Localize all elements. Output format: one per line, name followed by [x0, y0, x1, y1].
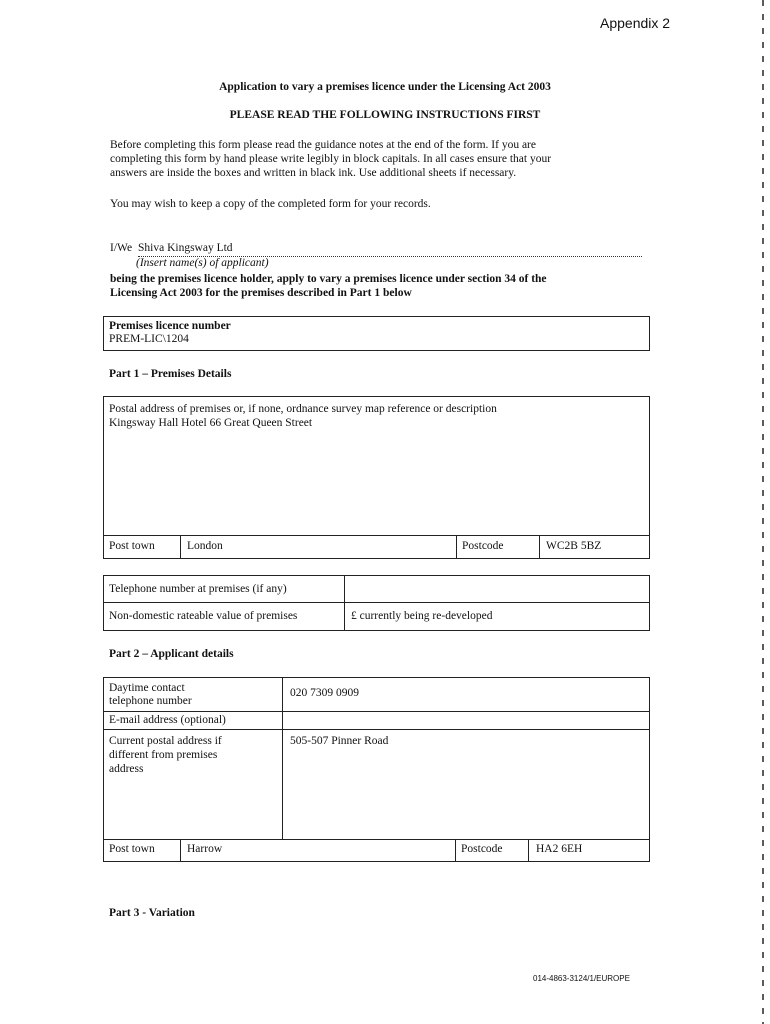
- divider: [456, 535, 457, 559]
- divider: [528, 839, 529, 862]
- divider: [103, 711, 650, 712]
- daytime-phone-label-1: Daytime contact: [109, 682, 185, 694]
- intro-line-3: answers are inside the boxes and written in black ink. Use additional sheets if necessary.: [110, 167, 517, 179]
- appendix-label: Appendix 2: [600, 15, 671, 31]
- applicant-prefix: I/We: [110, 242, 133, 254]
- copy-note: You may wish to keep a copy of the completed form for your records.: [110, 198, 431, 210]
- licence-number-value[interactable]: PREM-LIC\1204: [109, 333, 189, 345]
- intro-line-2: completing this form by hand please write legibly in block capitals. In all cases ensure that your: [110, 153, 552, 165]
- scan-edge-marks: [762, 0, 764, 1024]
- part3-heading: Part 3 - Variation: [109, 907, 195, 919]
- divider: [344, 575, 345, 631]
- premises-post-town-value[interactable]: London: [187, 540, 223, 552]
- instructions-heading: PLEASE READ THE FOLLOWING INSTRUCTIONS FIRST: [229, 109, 541, 121]
- current-address-value[interactable]: 505-507 Pinner Road: [290, 735, 389, 747]
- email-label: E-mail address (optional): [109, 714, 226, 726]
- form-title: Application to vary a premises licence under the Licensing Act 2003: [219, 81, 551, 93]
- licence-number-label: Premises licence number: [109, 320, 231, 332]
- applicant-statement-2: Licensing Act 2003 for the premises described in Part 1 below: [110, 287, 412, 299]
- premises-address-label: Postal address of premises or, if none, ordnance survey map reference or description: [109, 403, 497, 415]
- premises-postcode-label: Postcode: [462, 540, 504, 552]
- divider: [103, 839, 650, 840]
- applicant-post-town-value[interactable]: Harrow: [187, 843, 223, 855]
- premises-address-value[interactable]: Kingsway Hall Hotel 66 Great Queen Street: [109, 417, 313, 429]
- part1-heading: Part 1 – Premises Details: [109, 368, 232, 380]
- current-address-label-3: address: [109, 763, 144, 775]
- divider: [455, 839, 456, 862]
- premises-telephone-label: Telephone number at premises (if any): [109, 583, 287, 595]
- applicant-hint: (Insert name(s) of applicant): [136, 257, 269, 269]
- divider: [103, 535, 650, 536]
- divider: [180, 535, 181, 559]
- part2-heading: Part 2 – Applicant details: [109, 648, 234, 660]
- applicant-postcode-label: Postcode: [461, 843, 503, 855]
- applicant-postcode-value[interactable]: HA2 6EH: [536, 843, 583, 855]
- divider: [282, 677, 283, 839]
- applicant-statement-1: being the premises licence holder, apply to vary a premises licence under section 34 of the: [110, 273, 547, 285]
- daytime-phone-label-2: telephone number: [109, 695, 192, 707]
- divider: [180, 839, 181, 862]
- premises-postcode-value[interactable]: WC2B 5BZ: [546, 540, 602, 552]
- footer-code: 014-4863-3124/1/EUROPE: [533, 974, 630, 983]
- current-address-label-1: Current postal address if: [109, 735, 222, 747]
- rateable-value-label: Non-domestic rateable value of premises: [109, 610, 298, 622]
- divider: [103, 729, 650, 730]
- divider: [539, 535, 540, 559]
- rateable-value-value[interactable]: £ currently being re-developed: [351, 610, 493, 622]
- divider: [103, 602, 650, 603]
- daytime-phone-value[interactable]: 020 7309 0909: [290, 687, 359, 699]
- applicant-name[interactable]: Shiva Kingsway Ltd: [138, 242, 233, 254]
- applicant-post-town-label: Post town: [109, 843, 155, 855]
- premises-post-town-label: Post town: [109, 540, 155, 552]
- current-address-label-2: different from premises: [109, 749, 218, 761]
- intro-line-1: Before completing this form please read the guidance notes at the end of the form. If you are: [110, 139, 536, 151]
